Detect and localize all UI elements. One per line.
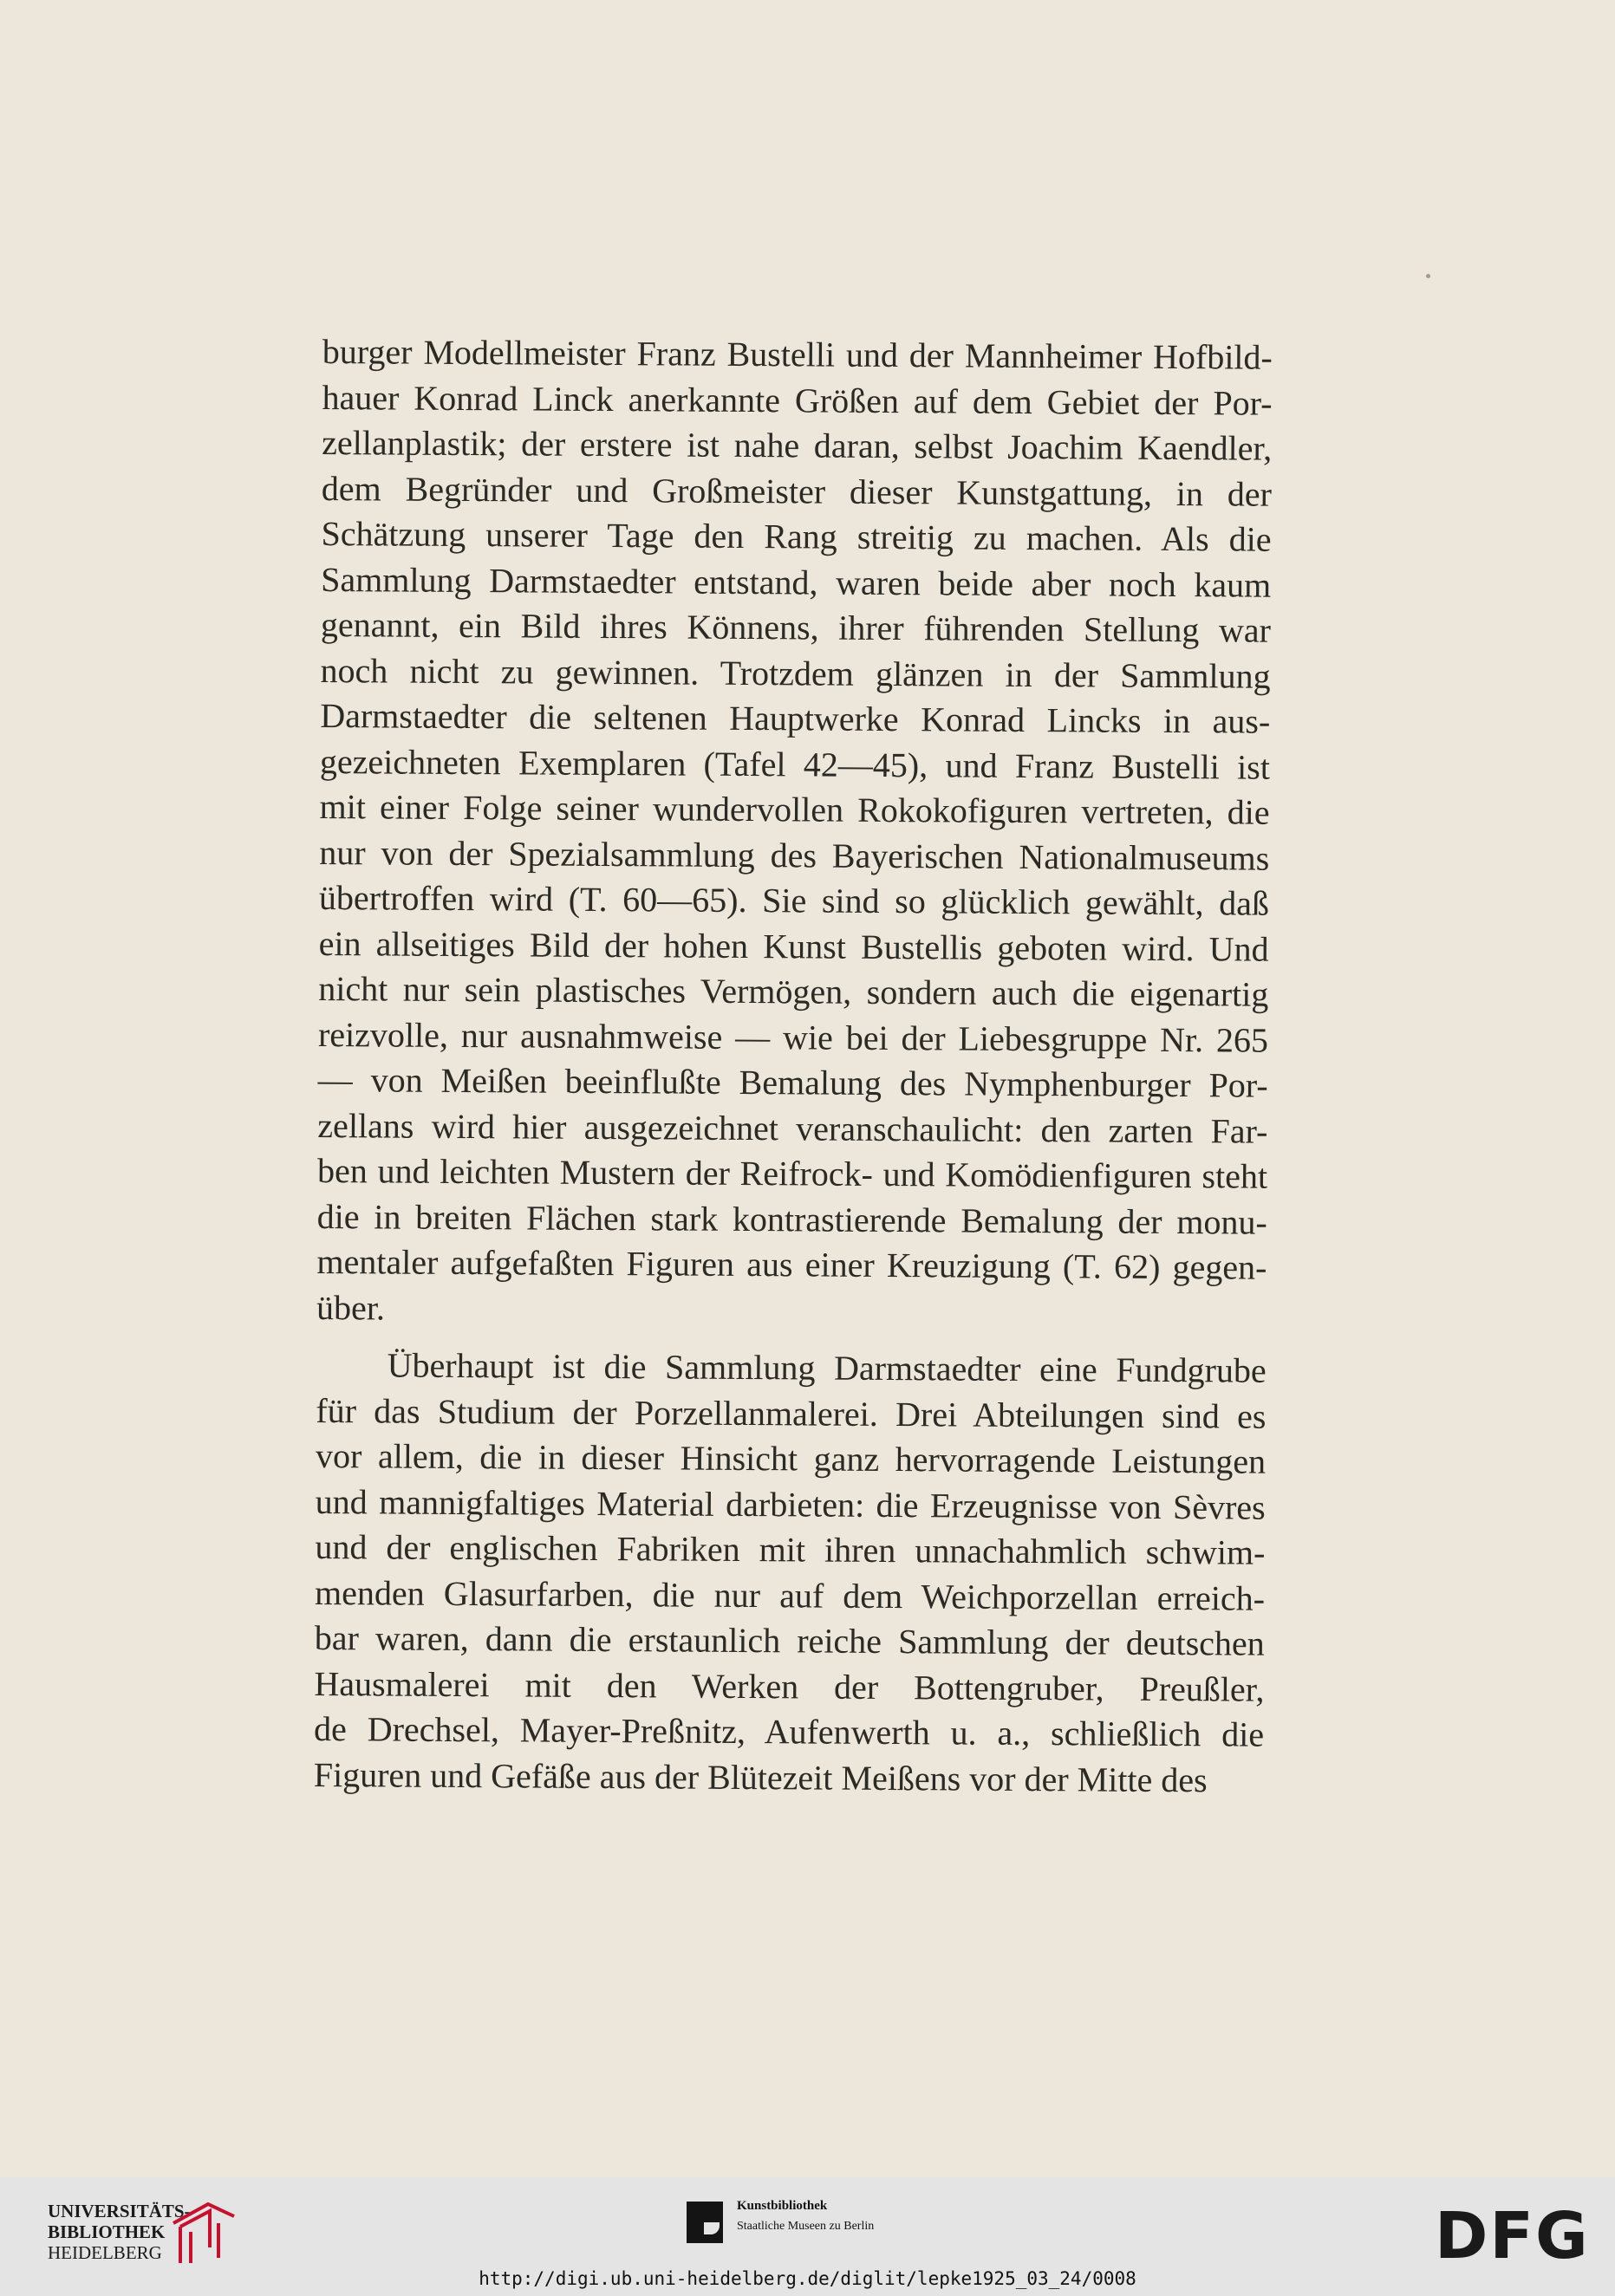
text-line: nur von der Spezialsammlung des Bayerischen Nationalmuseums: [319, 832, 1270, 878]
text-line: Überhaupt ist die Sammlung Darmstaedter eine Fundgrube: [387, 1345, 1267, 1390]
ub-heidelberg-logo[interactable]: [48, 2197, 238, 2268]
text-line: für das Studium der Porzellanmalerei. Drei Abteilungen sind es: [316, 1390, 1267, 1436]
text-line: übertroffen wird (T. 60—65). Sie sind so glücklich gewählt, daß: [318, 877, 1270, 923]
ub-mark-icon: [165, 2197, 238, 2265]
text-line: Figuren und Gefäße aus der Blütezeit Meißens vor der Mitte des: [313, 1754, 1208, 1799]
paper-speck: [1426, 274, 1430, 278]
text-line: mentaler aufgefaßten Figuren aus einer Kreuzigung (T. 62) gegen-: [316, 1241, 1267, 1287]
ub-logo-line2: BIBLIOTHEK: [48, 2221, 166, 2242]
text-line: Schätzung unserer Tage den Rang streitig zu machen. Als die: [321, 513, 1272, 559]
text-line: Darmstaedter die seltenen Hauptwerke Konrad Lincks in aus-: [320, 695, 1271, 741]
text-line: nicht nur sein plastisches Vermögen, sondern auch die eigenartig: [318, 968, 1269, 1014]
text-line: burger Modellmeister Franz Bustelli und der Mannheimer Hofbild-: [322, 331, 1273, 377]
dfg-logo[interactable]: DFG: [1435, 2199, 1590, 2273]
text-line: noch nicht zu gewinnen. Trotzdem glänzen in der Sammlung: [320, 650, 1271, 696]
text-line: und der englischen Fabriken mit ihren unnachahmlich schwim-: [315, 1526, 1266, 1572]
text-line: genannt, ein Bild ihres Könnens, ihrer führenden Stellung war: [320, 604, 1272, 650]
text-line: hauer Konrad Linck anerkannte Größen auf dem Gebiet der Por-: [322, 377, 1273, 423]
kunstbibliothek-logo[interactable]: [687, 2199, 973, 2251]
text-line: dem Begründer und Großmeister dieser Kunstgattung, in der: [321, 468, 1272, 514]
text-line: die in breiten Flächen stark kontrastierende Bemalung der monu-: [316, 1196, 1267, 1242]
text-line: zellanplastik; der erstere ist nahe daran, selbst Joachim Kaendler,: [322, 422, 1273, 468]
text-line: zellans wird hier ausgezeichnet veranschaulicht: den zarten Far-: [317, 1105, 1268, 1151]
text-line: Hausmalerei mit den Werken der Bottengruber, Preußler,: [314, 1663, 1265, 1709]
ub-logo-line1: UNIVERSITÄTS-: [48, 2201, 191, 2221]
kunstbibliothek-mark-icon: [687, 2202, 723, 2243]
text-line: über.: [316, 1287, 386, 1327]
text-line: reizvolle, nur ausnahmweise — wie bei der Liebesgruppe Nr. 265: [317, 1014, 1269, 1060]
text-line: Sammlung Darmstaedter entstand, waren beide aber noch kaum: [321, 559, 1272, 605]
text-line: vor allem, die in dieser Hinsicht ganz hervorragende Leistungen: [315, 1435, 1267, 1481]
text-line: bar waren, dann die erstaunlich reiche Sammlung der deutschen: [314, 1617, 1265, 1663]
text-line: ein allseitiges Bild der hohen Kunst Bustellis geboten wird. Und: [318, 923, 1269, 969]
text-line: und mannigfaltiges Material darbieten: die Erzeugnisse von Sèvres: [315, 1481, 1266, 1527]
ub-logo-line3: HEIDELBERG: [48, 2242, 162, 2263]
body-text: [314, 329, 1273, 1804]
text-line: — von Meißen beeinflußte Bemalung des Nymphenburger Por-: [317, 1059, 1268, 1105]
kb-subtitle: Staatliche Museen zu Berlin: [737, 2220, 875, 2233]
kb-title: Kunstbibliothek: [737, 2199, 828, 2213]
text-line: mit einer Folge seiner wundervollen Rokokofiguren vertreten, die: [319, 786, 1270, 832]
text-line: gezeichneten Exemplaren (Tafel 42—45), und Franz Bustelli ist: [319, 741, 1271, 787]
text-line: ben und leichten Mustern der Reifrock- und Komödienfiguren steht: [316, 1150, 1268, 1196]
text-line: menden Glasurfarben, die nur auf dem Weichporzellan erreich-: [314, 1572, 1266, 1618]
text-line: de Drechsel, Mayer-Preßnitz, Aufenwerth u. a., schließlich die: [314, 1708, 1265, 1754]
permalink-url[interactable]: http://digi.ub.uni-heidelberg.de/diglit/lepke1925_03_24/0008: [479, 2268, 1136, 2289]
